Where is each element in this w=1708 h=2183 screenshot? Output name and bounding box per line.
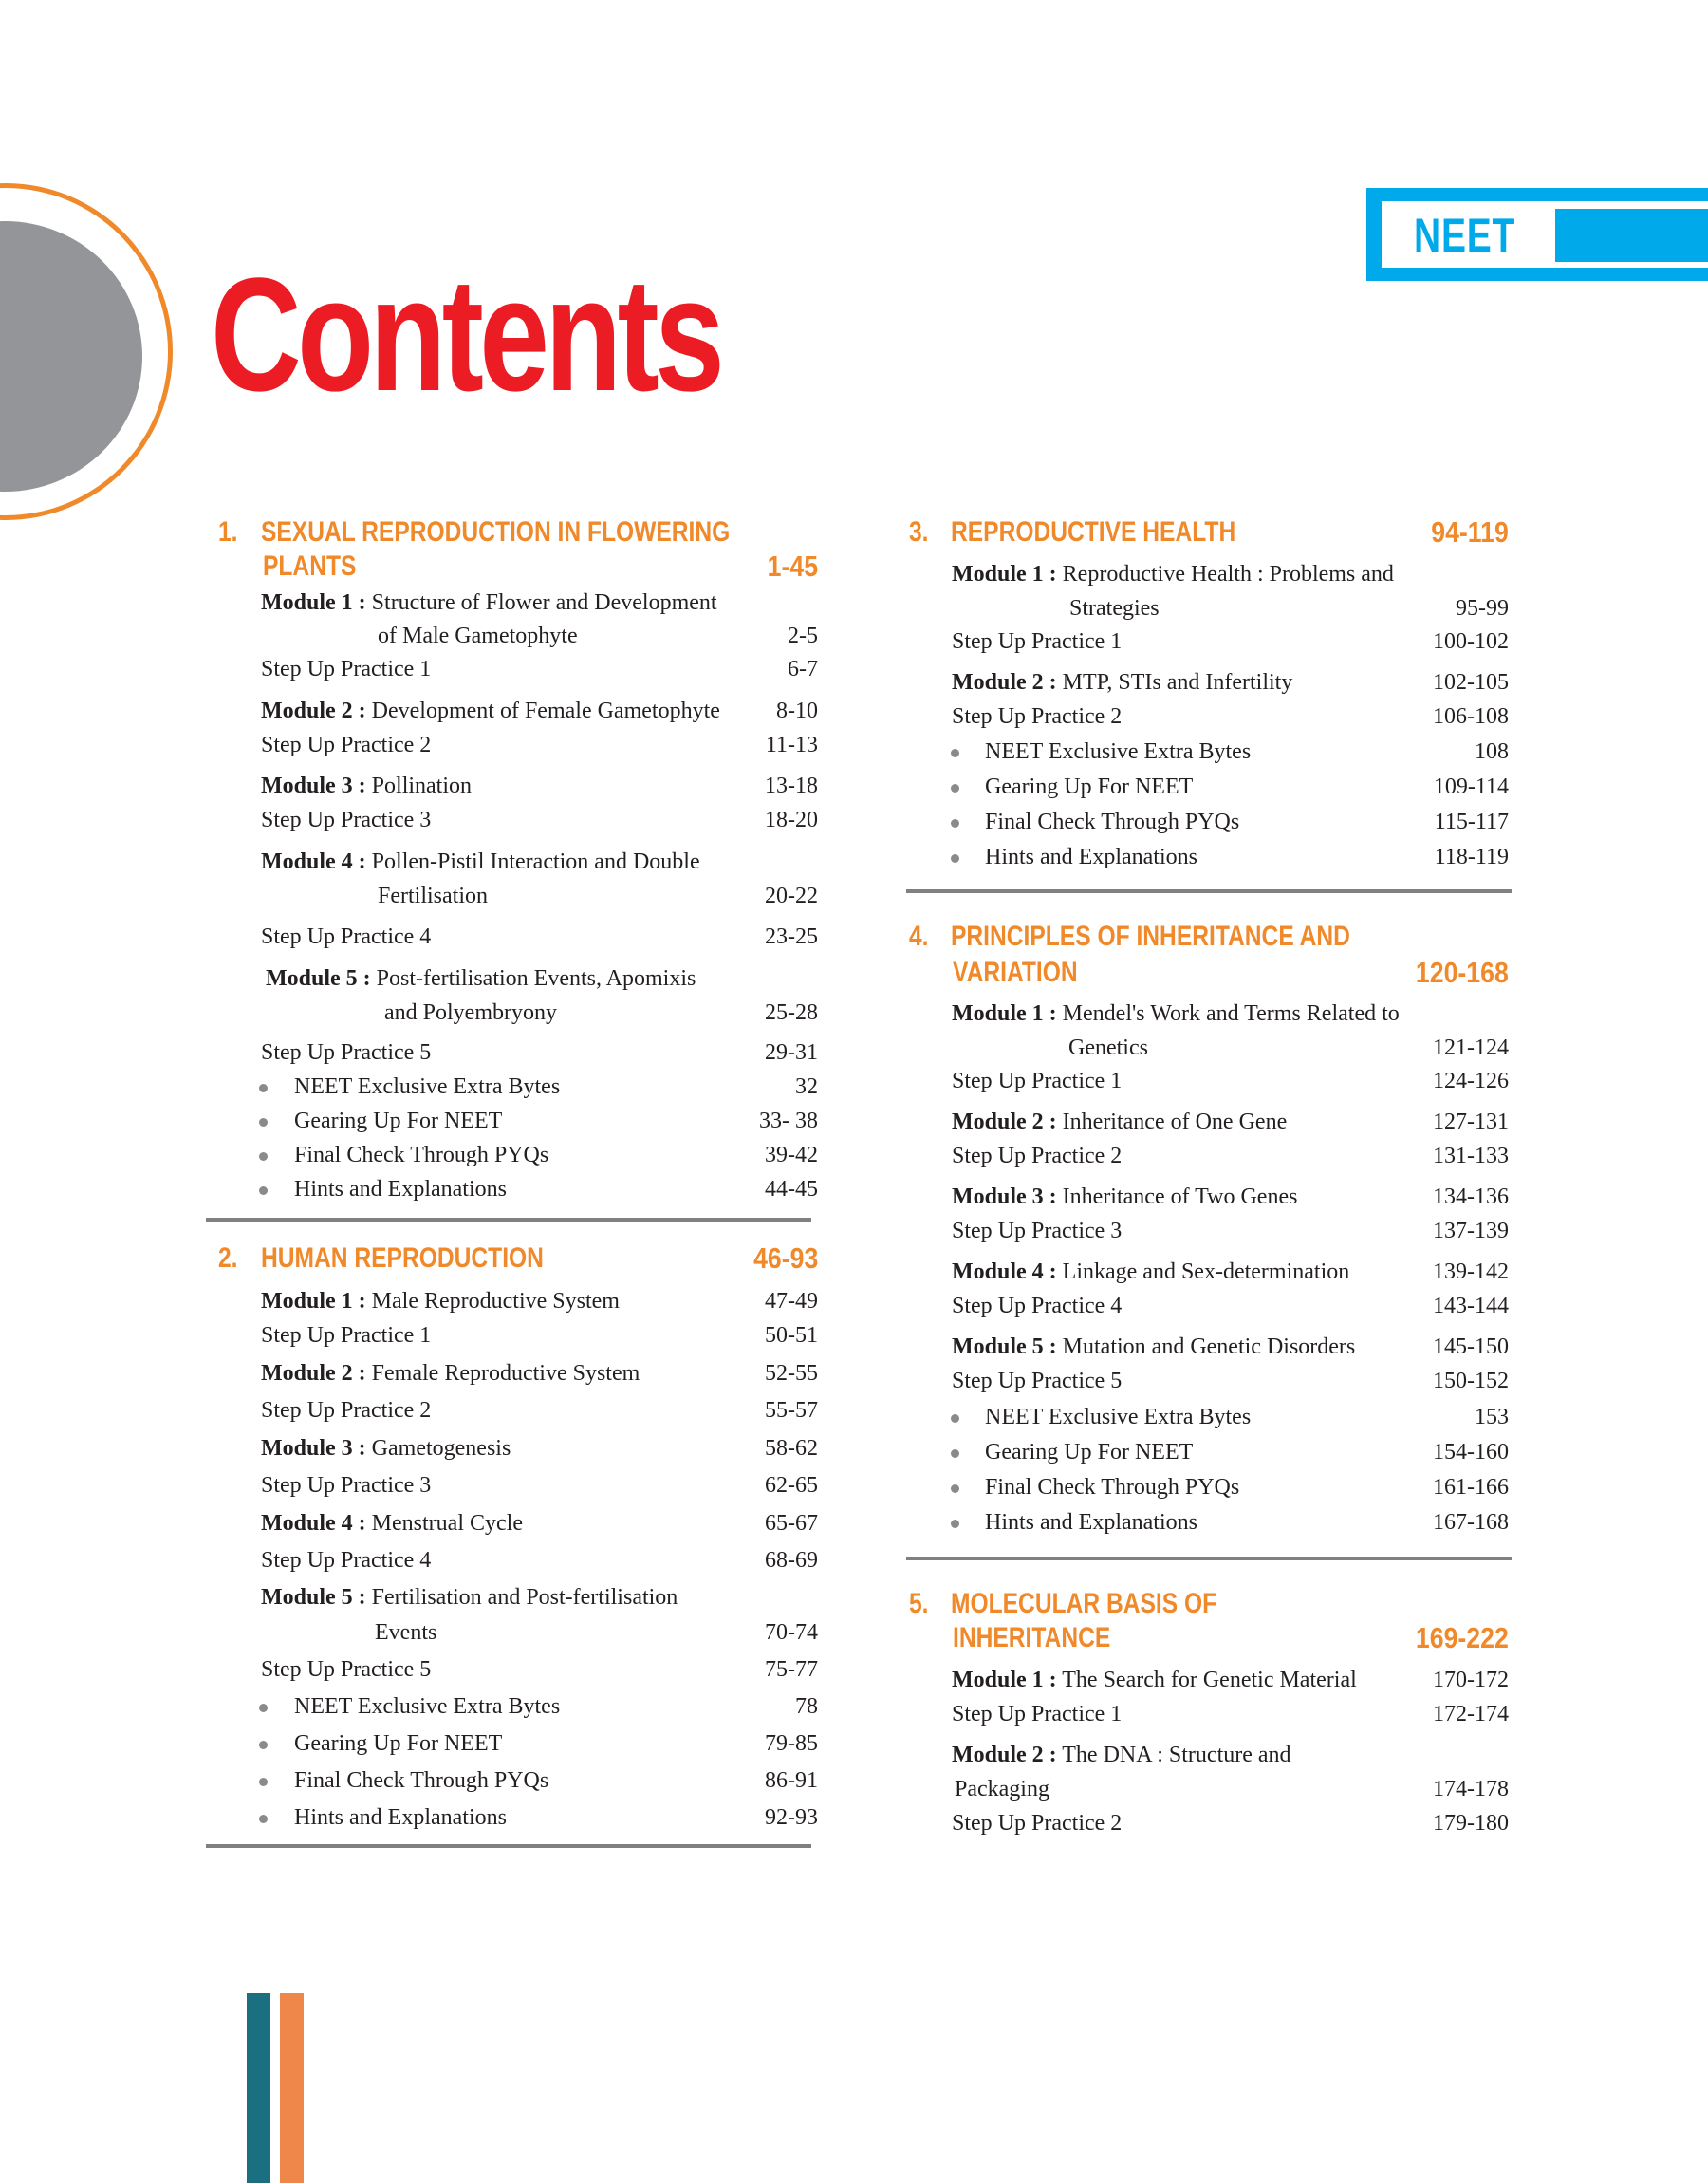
page-range: 139-142 <box>1433 1259 1509 1284</box>
page-range: 11-13 <box>765 733 818 757</box>
entry-text: Linkage and Sex-determination <box>1062 1259 1350 1284</box>
page-range: 29-31 <box>765 1040 818 1065</box>
toc-entry-practice[interactable]: Step Up Practice 2 <box>952 704 1123 729</box>
toc-entry-module[interactable] <box>261 848 700 876</box>
module-label: Module 1 : <box>261 1289 366 1314</box>
toc-entry-practice[interactable]: Step Up Practice 5 <box>952 1369 1123 1393</box>
toc-entry-practice[interactable]: Step Up Practice 4 <box>952 1294 1123 1318</box>
entry-text: Reproductive Health : Problems and <box>1062 562 1394 587</box>
chapter-pages: 94-119 <box>1431 515 1509 549</box>
bullet-icon <box>951 784 959 793</box>
page-range: 127-131 <box>1433 1110 1509 1134</box>
entry-text-continued: of Male Gametophyte <box>378 624 578 648</box>
toc-entry-module[interactable] <box>952 668 1292 697</box>
entry-text: Male Reproductive System <box>371 1289 620 1314</box>
bullet-icon <box>259 1118 268 1127</box>
toc-entry-practice[interactable]: Step Up Practice 5 <box>261 1657 432 1682</box>
toc-entry-module[interactable] <box>261 1359 640 1388</box>
toc-entry-practice[interactable]: Step Up Practice 2 <box>952 1144 1123 1168</box>
module-label: Module 1 : <box>261 590 366 615</box>
toc-entry-extra[interactable]: Gearing Up For NEET <box>985 1440 1194 1465</box>
page-range: 86-91 <box>765 1768 818 1793</box>
toc-entry-module[interactable] <box>261 1434 511 1463</box>
entry-text-continued: Events <box>375 1620 437 1645</box>
decorative-orange-stripe <box>280 1993 304 2183</box>
module-label: Module 3 : <box>952 1185 1057 1209</box>
page-range: 52-55 <box>765 1361 818 1386</box>
section-divider <box>906 1557 1512 1560</box>
chapter-title[interactable]: REPRODUCTIVE HEALTH <box>951 516 1236 548</box>
toc-entry-practice[interactable]: Step Up Practice 3 <box>952 1219 1123 1243</box>
toc-entry-extra[interactable]: Hints and Explanations <box>985 845 1197 869</box>
toc-entry-module[interactable] <box>952 1666 1357 1694</box>
toc-entry-extra[interactable]: NEET Exclusive Extra Bytes <box>985 739 1252 764</box>
neet-badge <box>1366 188 1708 281</box>
page-range: 153 <box>1475 1405 1509 1429</box>
chapter-pages: 46-93 <box>752 1241 818 1275</box>
entry-text: The DNA : Structure and <box>1062 1743 1291 1767</box>
entry-text: Fertilisation and Post-fertilisation <box>371 1585 678 1610</box>
page-range: 33- 38 <box>759 1109 818 1133</box>
module-label: Module 1 : <box>952 1001 1057 1026</box>
page-range: 161-166 <box>1433 1475 1509 1500</box>
toc-entry-extra[interactable]: Gearing Up For NEET <box>985 774 1194 799</box>
chapter-title[interactable]: HUMAN REPRODUCTION <box>261 1242 544 1274</box>
module-label: Module 2 : <box>261 699 366 723</box>
page-range: 20-22 <box>765 884 818 908</box>
bullet-icon <box>259 1741 268 1749</box>
toc-entry-extra[interactable]: Gearing Up For NEET <box>294 1109 503 1133</box>
entry-text-continued: Strategies <box>1069 596 1160 621</box>
module-label: Module 4 : <box>261 849 366 874</box>
page-range: 58-62 <box>765 1436 818 1461</box>
page-range: 118-119 <box>1434 845 1509 869</box>
toc-entry-extra[interactable]: Final Check Through PYQs <box>985 1475 1240 1500</box>
module-label: Module 1 : <box>952 1668 1057 1692</box>
toc-entry-module[interactable] <box>261 772 472 800</box>
page-range: 62-65 <box>765 1473 818 1498</box>
toc-entry-practice[interactable]: Step Up Practice 2 <box>952 1811 1123 1836</box>
page-range: 78 <box>795 1694 818 1719</box>
toc-entry-module[interactable] <box>952 560 1394 588</box>
toc-entry-practice[interactable]: Step Up Practice 2 <box>261 1398 432 1423</box>
entry-text-continued: Fertilisation <box>378 884 488 908</box>
page-range: 102-105 <box>1433 670 1509 695</box>
toc-entry-extra[interactable]: Final Check Through PYQs <box>294 1768 549 1793</box>
module-label: Module 5 : <box>261 1585 366 1610</box>
page-range: 121-124 <box>1433 1036 1509 1060</box>
entry-text: Structure of Flower and Development <box>371 590 717 615</box>
toc-entry-module[interactable] <box>261 1287 620 1315</box>
bullet-icon <box>951 1414 959 1423</box>
entry-text-continued: and Polyembryony <box>384 1000 557 1025</box>
toc-entry-module[interactable] <box>952 1741 1291 1769</box>
page-range: 95-99 <box>1456 596 1509 621</box>
page-range: 18-20 <box>765 808 818 832</box>
bullet-icon <box>259 1815 268 1823</box>
chapter-number: 5. <box>909 1588 929 1619</box>
toc-entry-practice[interactable]: Step Up Practice 1 <box>261 1323 432 1348</box>
module-label: Module 2 : <box>952 670 1057 695</box>
toc-entry-practice[interactable]: Step Up Practice 4 <box>261 1548 432 1573</box>
page-range: 137-139 <box>1433 1219 1509 1243</box>
entry-text-continued: Genetics <box>1068 1036 1148 1060</box>
bullet-icon <box>259 1152 268 1161</box>
page-range: 23-25 <box>765 924 818 949</box>
page-range: 32 <box>795 1074 818 1099</box>
page-range: 124-126 <box>1433 1069 1509 1093</box>
page-range: 2-5 <box>788 624 818 648</box>
page-range: 50-51 <box>765 1323 818 1348</box>
chapter-pages: 120-168 <box>1416 956 1509 989</box>
page-range: 8-10 <box>776 699 818 723</box>
bullet-icon <box>259 1704 268 1712</box>
toc-entry-module[interactable] <box>261 1583 678 1612</box>
page-range: 100-102 <box>1433 629 1509 654</box>
chapter-title-line2[interactable]: PLANTS <box>263 550 357 582</box>
toc-entry-practice[interactable]: Step Up Practice 3 <box>261 1473 432 1498</box>
page-range: 143-144 <box>1433 1294 1509 1318</box>
toc-entry-extra[interactable]: NEET Exclusive Extra Bytes <box>985 1405 1252 1429</box>
page-range: 131-133 <box>1433 1144 1509 1168</box>
page-range: 145-150 <box>1433 1334 1509 1359</box>
module-label: Module 4 : <box>261 1511 366 1536</box>
toc-entry-extra[interactable]: Gearing Up For NEET <box>294 1731 503 1756</box>
page-range: 109-114 <box>1433 774 1509 799</box>
module-label: Module 2 : <box>952 1743 1057 1767</box>
toc-entry-extra[interactable]: Hints and Explanations <box>294 1805 507 1830</box>
bullet-icon <box>951 1449 959 1458</box>
bullet-icon <box>951 1520 959 1528</box>
page-range: 79-85 <box>765 1731 818 1756</box>
page-range: 25-28 <box>765 1000 818 1025</box>
chapter-title[interactable]: MOLECULAR BASIS OF <box>951 1588 1217 1619</box>
toc-entry-extra[interactable]: Hints and Explanations <box>985 1510 1197 1535</box>
chapter-number: 4. <box>909 921 929 952</box>
page-range: 115-117 <box>1434 810 1509 834</box>
page-range: 55-57 <box>765 1398 818 1423</box>
toc-entry-module[interactable] <box>952 1333 1355 1361</box>
page-range: 47-49 <box>765 1289 818 1314</box>
entry-text: Pollen-Pistil Interaction and Double <box>371 849 700 874</box>
section-divider <box>206 1844 811 1848</box>
toc-entry-module[interactable] <box>261 1509 523 1538</box>
page-range: 150-152 <box>1433 1369 1509 1393</box>
page-range: 106-108 <box>1433 704 1509 729</box>
page-range: 174-178 <box>1433 1777 1509 1801</box>
toc-entry-practice[interactable]: Step Up Practice 1 <box>952 1069 1123 1093</box>
toc-entry-practice[interactable]: Step Up Practice 1 <box>952 629 1123 654</box>
toc-entry-practice[interactable]: Step Up Practice 2 <box>261 733 432 757</box>
entry-text: The Search for Genetic Material <box>1062 1668 1357 1692</box>
neet-badge-label: NEET <box>1414 209 1516 262</box>
entry-text: Menstrual Cycle <box>371 1511 523 1536</box>
toc-entry-extra[interactable]: Final Check Through PYQs <box>294 1143 549 1167</box>
bullet-icon <box>259 1186 268 1195</box>
module-label: Module 2 : <box>261 1361 366 1386</box>
toc-entry-module[interactable] <box>261 697 720 725</box>
page-title: Contents <box>211 245 721 425</box>
entry-text: Inheritance of One Gene <box>1062 1110 1288 1134</box>
section-divider <box>906 889 1512 893</box>
entry-text-continued: Packaging <box>955 1777 1049 1801</box>
bullet-icon <box>951 819 959 828</box>
page-range: 170-172 <box>1433 1668 1509 1692</box>
page-range: 92-93 <box>765 1805 818 1830</box>
page-range: 65-67 <box>765 1511 818 1536</box>
entry-text: Gametogenesis <box>371 1436 511 1461</box>
module-label: Module 5 : <box>266 966 371 991</box>
module-label: Module 1 : <box>952 562 1057 587</box>
toc-entry-practice[interactable]: Step Up Practice 4 <box>261 924 432 949</box>
entry-text: Mendel's Work and Terms Related to <box>1062 1001 1400 1026</box>
chapter-number: 3. <box>909 516 929 548</box>
toc-entry-extra[interactable]: NEET Exclusive Extra Bytes <box>294 1074 561 1099</box>
module-label: Module 3 : <box>261 1436 366 1461</box>
page-range: 179-180 <box>1433 1811 1509 1836</box>
page-range: 154-160 <box>1433 1440 1509 1465</box>
module-label: Module 3 : <box>261 774 366 798</box>
page-range: 68-69 <box>765 1548 818 1573</box>
toc-entry-module[interactable] <box>952 1108 1287 1136</box>
page-range: 39-42 <box>765 1143 818 1167</box>
entry-text: Mutation and Genetic Disorders <box>1062 1334 1356 1359</box>
page-range: 44-45 <box>765 1177 818 1202</box>
entry-text: Pollination <box>371 774 473 798</box>
chapter-title-line2[interactable]: INHERITANCE <box>953 1622 1111 1653</box>
decorative-teal-stripe <box>247 1993 270 2183</box>
page-range: 108 <box>1475 739 1509 764</box>
chapter-pages: 1-45 <box>767 550 818 583</box>
neet-badge-inner <box>1382 201 1708 268</box>
chapter-title-line2[interactable]: VARIATION <box>953 957 1078 988</box>
entry-text: Female Reproductive System <box>371 1361 640 1386</box>
chapter-number: 1. <box>218 516 238 548</box>
toc-entry-module[interactable] <box>952 1258 1349 1286</box>
toc-entry-extra[interactable]: NEET Exclusive Extra Bytes <box>294 1694 561 1719</box>
page-range: 167-168 <box>1433 1510 1509 1535</box>
section-divider <box>206 1218 811 1222</box>
chapter-title[interactable]: SEXUAL REPRODUCTION IN FLOWERING <box>261 516 731 548</box>
entry-text: Inheritance of Two Genes <box>1062 1185 1298 1209</box>
page-range: 172-174 <box>1433 1702 1509 1726</box>
toc-entry-extra[interactable]: Hints and Explanations <box>294 1177 507 1202</box>
toc-entry-practice[interactable]: Step Up Practice 1 <box>952 1702 1123 1726</box>
chapter-number: 2. <box>218 1242 238 1274</box>
toc-entry-module[interactable] <box>261 588 717 617</box>
toc-entry-practice[interactable]: Step Up Practice 1 <box>261 657 432 681</box>
bullet-icon <box>259 1778 268 1786</box>
chapter-pages: 169-222 <box>1416 1621 1509 1654</box>
bullet-icon <box>259 1084 268 1092</box>
toc-entry-extra[interactable]: Final Check Through PYQs <box>985 810 1240 834</box>
toc-entry-practice[interactable]: Step Up Practice 3 <box>261 808 432 832</box>
page-range: 6-7 <box>788 657 818 681</box>
module-label: Module 5 : <box>952 1334 1057 1359</box>
entry-text: Development of Female Gametophyte <box>371 699 720 723</box>
entry-text: Post-fertilisation Events, Apomixis <box>376 966 696 991</box>
module-label: Module 4 : <box>952 1259 1057 1284</box>
entry-text: MTP, STIs and Infertility <box>1062 670 1293 695</box>
page-range: 134-136 <box>1433 1185 1509 1209</box>
toc-entry-module[interactable] <box>266 964 696 993</box>
toc-entry-practice[interactable]: Step Up Practice 5 <box>261 1040 432 1065</box>
page-range: 13-18 <box>765 774 818 798</box>
toc-entry-module[interactable] <box>952 999 1400 1028</box>
toc-entry-module[interactable] <box>952 1183 1297 1211</box>
neet-badge-bar <box>1555 209 1708 262</box>
chapter-title[interactable]: PRINCIPLES OF INHERITANCE AND <box>951 921 1350 952</box>
bullet-icon <box>951 749 959 757</box>
bullet-icon <box>951 854 959 863</box>
module-label: Module 2 : <box>952 1110 1057 1134</box>
page-range: 75-77 <box>765 1657 818 1682</box>
bullet-icon <box>951 1484 959 1493</box>
page-range: 70-74 <box>765 1620 818 1645</box>
